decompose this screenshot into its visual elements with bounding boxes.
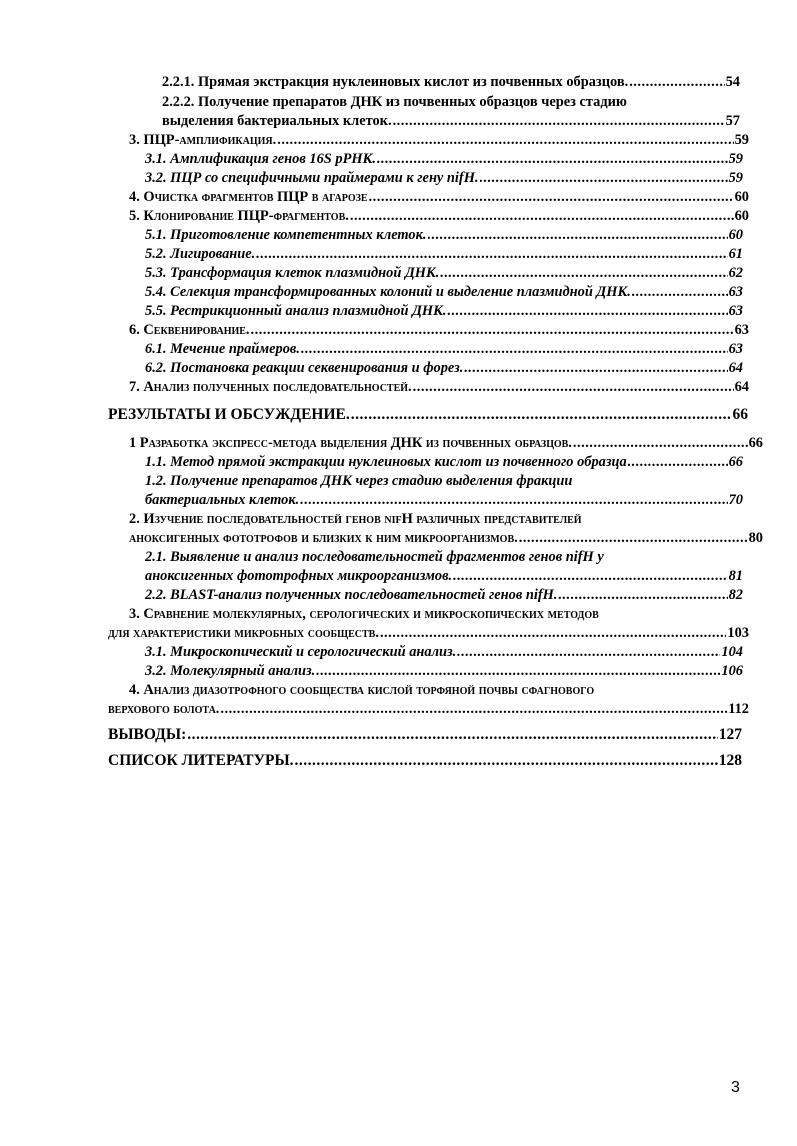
toc-entry-r2-1[interactable] xyxy=(145,567,743,585)
toc-section-references[interactable] xyxy=(108,752,742,770)
toc-entry-6[interactable] xyxy=(129,321,749,339)
toc-entry-3[interactable] xyxy=(129,131,749,149)
toc-entry-r1-1[interactable] xyxy=(145,453,743,471)
toc-entry-6-1[interactable] xyxy=(145,340,743,358)
toc-leader-dots xyxy=(447,302,727,320)
toc-entry-title: 6.2. Постановка реакции секвенирования и форез. xyxy=(145,360,464,376)
toc-entry-title: 5.2. Лигирование. xyxy=(145,246,256,262)
toc-leader-dots xyxy=(277,131,733,149)
toc-entry-page: 60 xyxy=(734,189,749,205)
toc-entry-page: 104 xyxy=(721,644,743,660)
toc-entry-title: 3.2. Молекулярный анализ. xyxy=(145,663,316,679)
toc-entry-r2-2[interactable] xyxy=(145,586,743,604)
toc-entry-title: 5.1. Приготовление компетентных клеток. xyxy=(145,227,427,243)
toc-entry-r2-1-line1[interactable] xyxy=(145,548,604,566)
toc-entry-page: 57 xyxy=(725,113,740,129)
toc-entry-title: 3.1. Микроскопический и серологический анализ. xyxy=(145,644,457,660)
toc-entry-5-2[interactable] xyxy=(145,245,743,263)
toc-entry-title: 2.2.1. Прямая экстракция нуклеиновых кислот из почвенных образцов. xyxy=(162,74,629,90)
toc-entry-r3-1[interactable] xyxy=(145,643,743,661)
toc-leader-dots xyxy=(300,491,727,509)
toc-section-title: ВЫВОДЫ: xyxy=(108,726,187,743)
toc-entry-title: 6. Секвенирование. xyxy=(129,322,250,338)
toc-entry-7[interactable] xyxy=(129,378,749,396)
page-number: 3 xyxy=(731,1079,740,1096)
toc-entry-title: 1 Разработка экспресс-метода выделения ДНК из почвенных образцов. xyxy=(129,435,572,451)
toc-leader-dots xyxy=(369,188,734,206)
toc-entry-page: 127 xyxy=(718,726,742,743)
toc-leader-dots xyxy=(316,662,720,680)
toc-entry-page: 63 xyxy=(734,322,749,338)
toc-entry-title-cont: аноксигенных фототрофов и близких к ним микроорганизмов. xyxy=(129,530,518,546)
toc-entry-page: 66 xyxy=(748,435,763,451)
toc-entry-title: 3. ПЦР-амплификация. xyxy=(129,132,277,148)
toc-entry-5-1[interactable] xyxy=(145,226,743,244)
toc-entry-r3-2[interactable] xyxy=(145,662,743,680)
toc-entry-page: 66 xyxy=(728,454,743,470)
toc-entry-page: 60 xyxy=(728,227,743,243)
toc-entry-title: 7. Анализ полученных последовательностей. xyxy=(129,379,412,395)
toc-entry-3-1[interactable] xyxy=(145,150,743,168)
toc-entry-page: 82 xyxy=(728,587,743,603)
toc-entry-title: 3. Сравнение молекулярных, серологических и микроскопических методов xyxy=(129,606,599,622)
toc-leader-dots xyxy=(295,752,718,770)
toc-entry-page: 63 xyxy=(728,303,743,319)
toc-entry-2-2-1[interactable] xyxy=(162,73,740,91)
toc-leader-dots xyxy=(558,586,727,604)
toc-entry-r2-line1[interactable] xyxy=(129,510,582,528)
toc-section-title: СПИСОК ЛИТЕРАТУРЫ. xyxy=(108,752,294,769)
toc-entry-page: 61 xyxy=(728,246,743,262)
toc-entry-r1-2[interactable] xyxy=(145,491,743,509)
toc-entry-page: 106 xyxy=(721,663,743,679)
toc-leader-dots xyxy=(628,453,728,471)
toc-entry-4[interactable] xyxy=(129,188,749,206)
toc-entry-r4[interactable] xyxy=(108,700,749,718)
toc-entry-r1[interactable] xyxy=(129,434,763,452)
toc-leader-dots xyxy=(393,112,725,130)
toc-entry-page: 64 xyxy=(728,360,743,376)
toc-leader-dots xyxy=(457,643,720,661)
toc-entry-title: 5. Клонирование ПЦР-фрагментов. xyxy=(129,208,349,224)
toc-entry-page: 59 xyxy=(734,132,749,148)
toc-leader-dots xyxy=(440,264,727,282)
toc-entry-title: 5.3. Трансформация клеток плазмидной ДНК. xyxy=(145,265,440,281)
toc-leader-dots xyxy=(220,700,727,718)
toc-leader-dots xyxy=(256,245,727,263)
toc-leader-dots xyxy=(573,434,748,452)
toc-entry-title-cont: выделения бактериальных клеток. xyxy=(162,113,392,129)
toc-entry-page: 59 xyxy=(728,151,743,167)
toc-entry-r4-line1[interactable] xyxy=(129,681,594,699)
toc-entry-title-cont: аноксигенных фототрофных микроорганизмов. xyxy=(145,568,453,584)
toc-entry-3-2[interactable] xyxy=(145,169,743,187)
toc-entry-r2[interactable] xyxy=(129,529,763,547)
toc-section-results[interactable] xyxy=(108,406,748,424)
toc-entry-page: 60 xyxy=(734,208,749,224)
toc-entry-title-cont: верхового болота. xyxy=(108,701,220,717)
toc-entry-title: 5.4. Селекция трансформированных колоний и выделение плазмидной ДНК. xyxy=(145,284,631,300)
toc-entry-r3-line1[interactable] xyxy=(129,605,599,623)
toc-entry-r3[interactable] xyxy=(108,624,749,642)
toc-leader-dots xyxy=(629,73,724,91)
toc-entry-page: 128 xyxy=(718,752,742,769)
toc-entry-2-2-2[interactable] xyxy=(162,112,740,130)
toc-leader-dots xyxy=(350,207,734,225)
toc-entry-title: 2. Изучение последовательностей генов nifH различных представителей xyxy=(129,511,582,527)
toc-entry-title: 4. Анализ диазотрофного сообщества кислой торфяной почвы сфагнового xyxy=(129,682,595,698)
toc-entry-page: 63 xyxy=(728,341,743,357)
toc-entry-title: 2.1. Выявление и анализ последовательностей фрагментов генов nifH у xyxy=(145,549,604,565)
toc-leader-dots xyxy=(351,406,732,424)
toc-leader-dots xyxy=(377,150,728,168)
toc-entry-page: 112 xyxy=(728,701,749,717)
toc-entry-6-2[interactable] xyxy=(145,359,743,377)
toc-leader-dots xyxy=(632,283,728,301)
toc-entry-5[interactable] xyxy=(129,207,749,225)
toc-leader-dots xyxy=(480,169,728,187)
toc-entry-title: 2.2. BLAST-анализ полученных последовательностей генов nifH. xyxy=(145,587,558,603)
toc-leader-dots xyxy=(453,567,728,585)
toc-entry-5-3[interactable] xyxy=(145,264,743,282)
toc-entry-title: 1.2. Получение препаратов ДНК через стадию выделения фракции xyxy=(145,473,573,489)
toc-entry-title: 6.1. Мечение праймеров. xyxy=(145,341,300,357)
toc-entry-page: 59 xyxy=(728,170,743,186)
toc-leader-dots xyxy=(428,226,728,244)
toc-entry-title: 2.2.2. Получение препаратов ДНК из почвенных образцов через стадию xyxy=(162,94,627,110)
toc-entry-page: 64 xyxy=(734,379,749,395)
toc-entry-page: 63 xyxy=(728,284,743,300)
toc-entry-page: 81 xyxy=(728,568,743,584)
toc-leader-dots xyxy=(187,726,718,744)
toc-leader-dots xyxy=(251,321,734,339)
toc-leader-dots xyxy=(519,529,748,547)
toc-entry-page: 66 xyxy=(732,406,748,423)
toc-entry-r1-2-line1[interactable] xyxy=(145,472,572,490)
toc-entry-5-4[interactable] xyxy=(145,283,743,301)
toc-entry-page: 103 xyxy=(727,625,749,641)
toc-entry-title-cont: бактериальных клеток. xyxy=(145,492,300,508)
toc-entry-5-5[interactable] xyxy=(145,302,743,320)
toc-leader-dots xyxy=(301,340,728,358)
toc-leader-dots xyxy=(464,359,727,377)
toc-entry-page: 80 xyxy=(748,530,763,546)
toc-entry-title: 3.1. Амплификация генов 16S рРНК. xyxy=(145,151,376,167)
toc-entry-page: 70 xyxy=(728,492,743,508)
toc-section-conclusions[interactable] xyxy=(108,726,742,744)
toc-leader-dots xyxy=(413,378,734,396)
toc-entry-title: 3.2. ПЦР со специфичными праймерами к гену nifH. xyxy=(145,170,479,186)
toc-entry-title: 5.5. Рестрикционный анализ плазмидной ДНК. xyxy=(145,303,447,319)
toc-leader-dots xyxy=(380,624,726,642)
toc-entry-title-cont: для характеристики микробных сообществ. xyxy=(108,625,379,641)
toc-entry-title: 4. Очистка фрагментов ПЦР в агарозе xyxy=(129,189,368,205)
toc-section-title: РЕЗУЛЬТАТЫ И ОБСУЖДЕНИЕ. xyxy=(108,406,350,423)
toc-entry-title: 1.1. Метод прямой экстракции нуклеиновых кислот из почвенного образца xyxy=(145,454,627,470)
toc-entry-page: 54 xyxy=(725,74,740,90)
toc-entry-2-2-2-line1[interactable] xyxy=(162,93,627,111)
toc-entry-page: 62 xyxy=(728,265,743,281)
